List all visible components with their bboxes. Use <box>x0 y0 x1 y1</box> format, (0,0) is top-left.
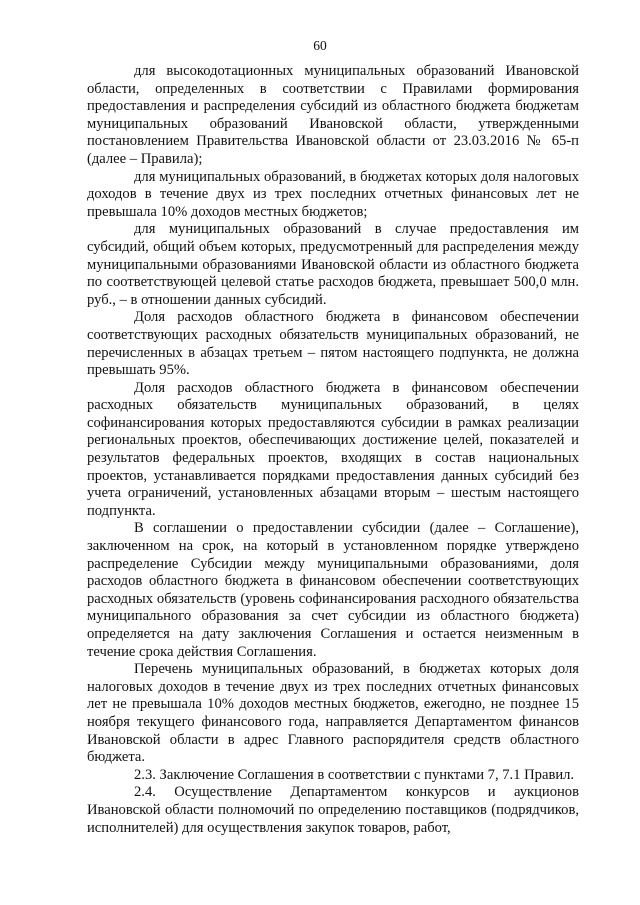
paragraph-agreement-cofinancing: В соглашении о предоставлении субсидии (далее – Соглашение), заключенном на срок, на который в установленном порядке утверждено распределение Субсидии между муниципальными образованиями, доля расходов областного бюджета в финансовом обеспечении соответствующих расходных обязательств (уровень софинансирования расходного обязательства муниципального образования за счет субсидии из областного бюджета) определяется на дату заключения Соглашения и остается неизменным в течение срока действия Соглашения. <box>87 520 579 660</box>
paragraph-low-tax-revenue: для муниципальных образований, в бюджетах которых доля налоговых доходов в течение двух из трех последних отчетных финансовых лет не превышала 10% доходов местных бюджетов; <box>87 168 579 220</box>
document-body <box>87 63 579 837</box>
paragraph-section-2-3: 2.3. Заключение Соглашения в соответствии с пунктами 7, 7.1 Правил. <box>134 766 575 783</box>
paragraph-large-subsidy-volume: для муниципальных образований в случае предоставления им субсидий, общий объем которых, предусмотренный для распределения между муниципальными образованиями Ивановской области из областного бюджета по соответствующей целевой статье расходов бюджета, превышает 500,0 млн. руб., – в отношении данных субсидий. <box>87 221 579 308</box>
paragraph-municipal-list: Перечень муниципальных образований, в бюджетах которых доля налоговых доходов в течение двух из трех последних отчетных финансовых лет не превышала 10% доходов местных бюджетов, ежегодно, не позднее 15 ноября текущего финансового года, направляется Департаментом финансов Ивановской области в адрес Главного распорядителя средств областного бюджета. <box>87 661 579 766</box>
paragraph-regional-projects-share: Доля расходов областного бюджета в финансовом обеспечении расходных обязательств муниципальных образований, в целях софинансирования которых предоставляются субсидии в рамках реализации региональных проектов, обеспечивающих достижение целей, показателей и результатов федеральных проектов, входящих в состав национальных проектов, устанавливается порядками предоставления данных субсидий без учета ограничений, установленных абзацами вторым – шестым настоящего подпункта. <box>87 379 579 519</box>
paragraph-max-share-95: Доля расходов областного бюджета в финансовом обеспечении соответствующих расходных обязательств муниципальных образований, не перечисленных в абзацах третьем – пятом настоящего подпункта, не должна превышать 95%. <box>87 309 579 379</box>
paragraph-section-2-4: 2.4. Осуществление Департаментом конкурсов и аукционов Ивановской области полномочий по определению поставщиков (подрядчиков, исполнителей) для осуществления закупок товаров, работ, <box>87 784 579 836</box>
page-number: 60 <box>313 38 327 53</box>
paragraph-highly-subsidized: для высокодотационных муниципальных образований Ивановской области, определенных в соответствии с Правилами формирования предоставления и распределения субсидий из областного бюджета бюджетам муниципальных образований Ивановской области, утвержденными постановлением Правительства Ивановской области от 23.03.2016 № 65-п (далее – Правила); <box>87 63 579 167</box>
